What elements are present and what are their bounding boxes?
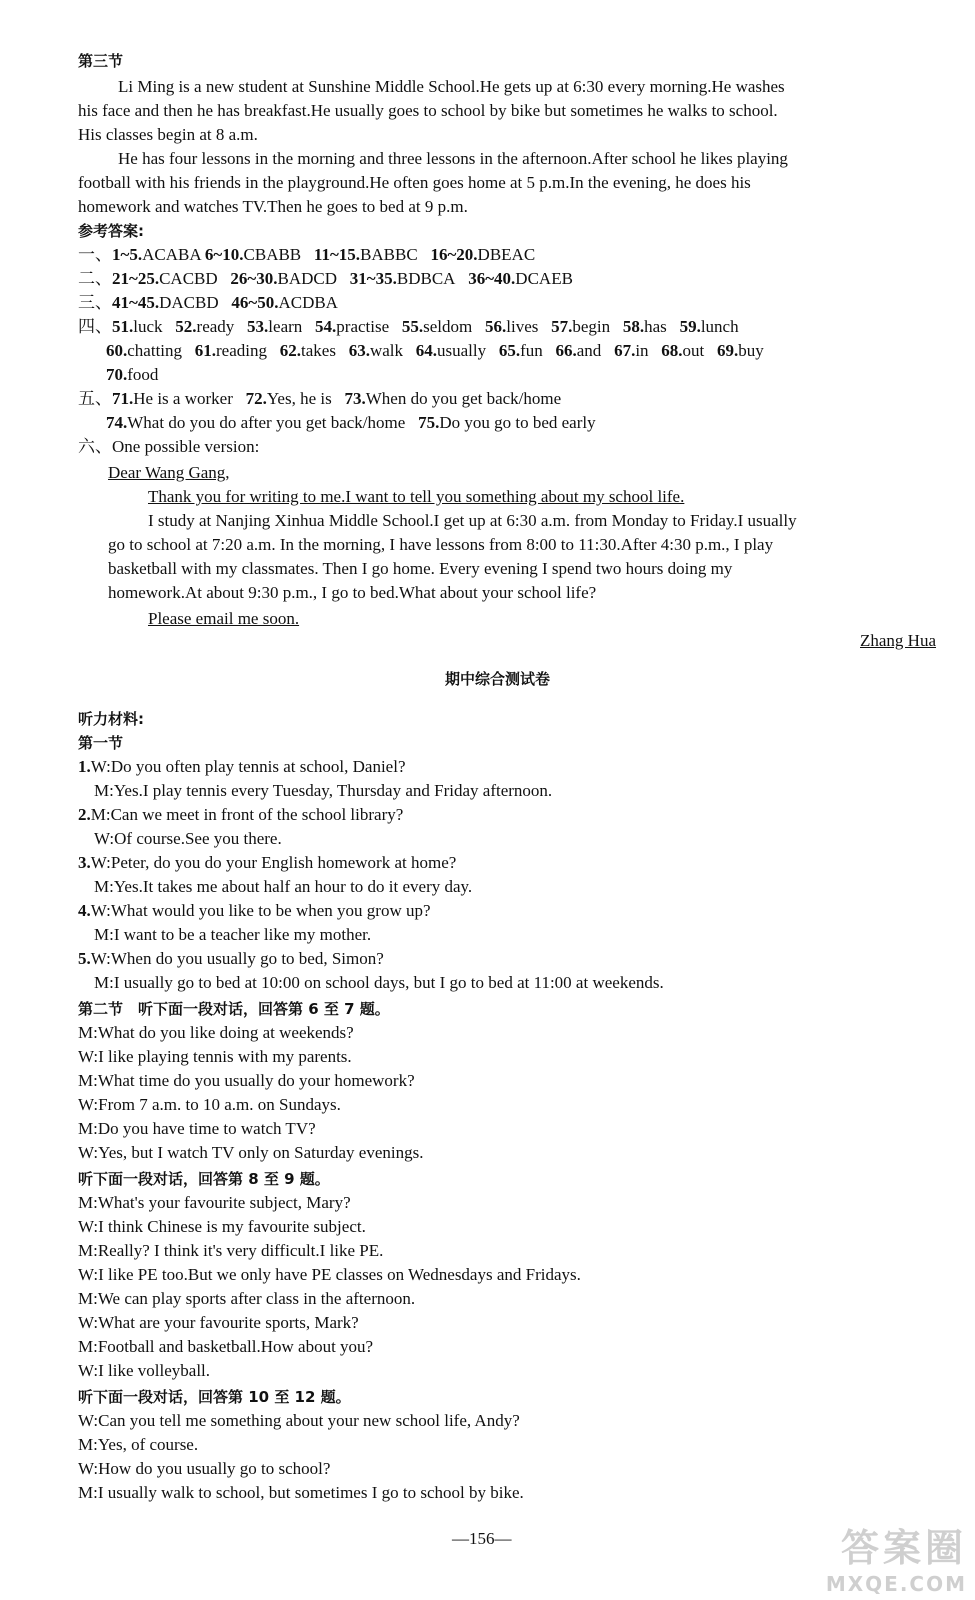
answer: BADCD: [277, 269, 338, 288]
item-number: 73.: [344, 389, 366, 408]
range: 10.: [222, 245, 244, 264]
answer: CBABB: [243, 245, 302, 264]
answer-row-3: [78, 292, 338, 314]
dialogue-line: [94, 972, 664, 994]
item-number: 63.: [348, 341, 370, 360]
dialogue-line: [94, 924, 371, 946]
letter-line: homework.At about 9:30 p.m., I go to bed.What about your school life?: [108, 583, 597, 602]
item-text: What do you do after you get back/home: [127, 413, 406, 432]
speaker: W:: [90, 757, 111, 776]
watermark-text: 答案圈: [840, 1526, 967, 1570]
dialogue-line: M:Do you have time to watch TV?: [78, 1119, 316, 1138]
speaker: M:: [90, 805, 111, 824]
row-prefix: 一、: [78, 245, 112, 264]
item-word: takes: [301, 341, 336, 360]
range: 36~40.: [468, 269, 516, 288]
dialogue-line: M:I usually walk to school, but sometimes I go to school by bike.: [78, 1483, 524, 1502]
item-word: usually: [436, 341, 487, 360]
speaker: W:: [90, 901, 111, 920]
dialogue-line: [78, 756, 406, 778]
dialogue-line: M:What time do you usually do your homework?: [78, 1071, 415, 1090]
dialogue-line: [78, 804, 403, 826]
answer-row-2: [78, 268, 573, 290]
item-number: 75.: [418, 413, 440, 432]
item-word: lives: [506, 317, 539, 336]
answer-row-5a: [78, 388, 561, 410]
answer: CACBD: [159, 269, 218, 288]
item-number: 64.: [415, 341, 437, 360]
line-text: Do you often play tennis at school, Daniel?: [110, 757, 406, 776]
item-number: 69.: [717, 341, 739, 360]
paragraph-line: Li Ming is a new student at Sunshine Middle School.He gets up at 6:30 every morning.He washes: [118, 77, 785, 96]
item-number: 5.: [78, 949, 91, 968]
item-number: 54.: [315, 317, 337, 336]
line-text: Peter, do you do your English homework at home?: [110, 853, 457, 872]
item-number: 61.: [194, 341, 217, 360]
paragraph-line: He has four lessons in the morning and three lessons in the afternoon.After school he likes playing: [118, 149, 788, 168]
speaker: M:: [94, 973, 114, 992]
row-prefix: 三、: [78, 293, 112, 312]
letter-line: I study at Nanjing Xinhua Middle School.I get up at 6:30 a.m. from Monday to Friday.I usually: [148, 511, 797, 530]
dialogue-line: [94, 780, 552, 802]
item-word: luck: [133, 317, 163, 336]
range: 31~35.: [349, 269, 397, 288]
answer: DCAEB: [515, 269, 573, 288]
section-heading: 听下面一段对话，回答第 10 至 12 题。: [78, 1388, 351, 1406]
item-number: 68.: [661, 341, 683, 360]
speaker: W:: [94, 829, 115, 848]
speaker: W:: [90, 853, 111, 872]
dialogue-line: W:Can you tell me something about your new school life, Andy?: [78, 1411, 520, 1430]
item-text: Do you go to bed early: [439, 413, 596, 432]
dialogue-line: W:Yes, but I watch TV only on Saturday evenings.: [78, 1143, 424, 1162]
dialogue-line: M:What do you like doing at weekends?: [78, 1023, 354, 1042]
item-number: 70.: [106, 365, 128, 384]
letter-greeting: Dear Wang Gang,: [108, 463, 230, 482]
item-number: 53.: [247, 317, 269, 336]
letter-line: Thank you for writing to me.I want to tell you something about my school life.: [148, 487, 685, 506]
paragraph-line: His classes begin at 8 a.m.: [78, 125, 258, 144]
item-number: 52.: [175, 317, 197, 336]
item-number: 57.: [551, 317, 573, 336]
range: 1~5.: [112, 245, 143, 264]
item-number: 4.: [78, 901, 91, 920]
item-number: 67.: [614, 341, 636, 360]
item-word: fun: [520, 341, 543, 360]
answers-heading: 参考答案:: [78, 222, 144, 240]
item-word: chatting: [127, 341, 183, 360]
item-word: begin: [572, 317, 611, 336]
dialogue-line: [78, 900, 431, 922]
dialogue-line: W:I think Chinese is my favourite subject.: [78, 1217, 366, 1236]
range: 16~20.: [430, 245, 478, 264]
item-word: learn: [268, 317, 303, 336]
item-word: practise: [336, 317, 390, 336]
item-word: buy: [738, 341, 764, 360]
section-heading: 第二节 听下面一段对话，回答第 6 至 7 题。: [78, 1000, 390, 1018]
letter-line: basketball with my classmates. Then I go home. Every evening I spend two hours doing my: [108, 559, 733, 578]
dialogue-line: [78, 948, 384, 970]
letter-signature: Zhang Hua: [860, 631, 937, 650]
letter-closing: Please email me soon.: [148, 609, 300, 628]
item-number: 66.: [555, 341, 577, 360]
paragraph-line: football with his friends in the playground.He often goes home at 5 p.m.In the evening, he does his: [78, 173, 751, 192]
dialogue-line: W:What are your favourite sports, Mark?: [78, 1313, 359, 1332]
item-text: He is a worker: [133, 389, 233, 408]
letter-line: go to school at 7:20 a.m. In the morning, I have lessons from 8:00 to 11:30.After 4:30 p.m., I play: [108, 535, 774, 554]
section-heading: 听下面一段对话，回答第 8 至 9 题。: [78, 1170, 330, 1188]
item-word: walk: [369, 341, 403, 360]
speaker: M:: [94, 877, 114, 896]
item-word: ready: [196, 317, 235, 336]
range: 46~50.: [231, 293, 279, 312]
line-text: Of course.See you there.: [114, 829, 282, 848]
dialogue-line: M:We can play sports after class in the afternoon.: [78, 1289, 416, 1308]
item-word: and: [576, 341, 602, 360]
dialogue-line: [94, 876, 472, 898]
speaker: W:: [90, 949, 111, 968]
item-number: 56.: [485, 317, 507, 336]
answer: DACBD: [159, 293, 219, 312]
dialogue-line: M:Really? I think it's very difficult.I like PE.: [78, 1241, 384, 1260]
paragraph-line: homework and watches TV.Then he goes to bed at 9 p.m.: [78, 197, 468, 216]
dialogue-line: W:I like playing tennis with my parents.: [78, 1047, 352, 1066]
item-word: out: [682, 341, 705, 360]
line-text: Yes.I play tennis every Tuesday, Thursday and Friday afternoon.: [113, 781, 553, 800]
item-number: 2.: [78, 805, 91, 824]
line-text: Yes.It takes me about half an hour to do it every day.: [113, 877, 473, 896]
item-number: 71.: [112, 389, 134, 408]
answer: BDBCA: [396, 269, 456, 288]
item-word: has: [644, 317, 667, 336]
item-number: 55.: [401, 317, 424, 336]
materials-heading: 听力材料:: [78, 710, 144, 728]
watermark-url: MXQE.COM: [825, 1572, 967, 1596]
answer-row-4c: [106, 364, 158, 386]
speaker: M:: [94, 925, 114, 944]
item-word: lunch: [700, 317, 739, 336]
dialogue-line: [94, 828, 282, 850]
speaker: M:: [94, 781, 114, 800]
answer-row-5b: [106, 412, 596, 434]
item-number: 60.: [106, 341, 128, 360]
answer-row-1: [78, 244, 535, 266]
item-text: When do you get back/home: [365, 389, 562, 408]
item-number: 65.: [498, 341, 521, 360]
item-number: 74.: [106, 413, 128, 432]
row-prefix: 二、: [78, 269, 112, 288]
answer: BABBC: [360, 245, 418, 264]
answer: DBEAC: [477, 245, 536, 264]
answer-row-6: 六、One possible version:: [78, 437, 260, 456]
range: 11~15.: [313, 245, 361, 264]
line-text: I usually go to bed at 10:00 on school days, but I go to bed at 11:00 at weekends.: [113, 973, 664, 992]
row-prefix: 四、: [78, 317, 112, 336]
range: 26~30.: [230, 269, 278, 288]
item-number: 62.: [279, 341, 301, 360]
section-heading: 第一节: [78, 734, 124, 752]
page-number: —156—: [452, 1529, 512, 1548]
item-word: food: [127, 365, 159, 384]
row-prefix: 五、: [78, 389, 112, 408]
section-heading: 第三节: [78, 52, 124, 70]
item-number: 58.: [622, 317, 645, 336]
item-number: 72.: [245, 389, 267, 408]
item-word: reading: [216, 341, 267, 360]
range: 21~25.: [112, 269, 160, 288]
answer: ACDBA: [278, 293, 338, 312]
paragraph-line: his face and then he has breakfast.He usually goes to school by bike but sometimes he walks to school.: [78, 101, 778, 120]
item-number: 3.: [78, 853, 91, 872]
dialogue-line: M:What's your favourite subject, Mary?: [78, 1193, 351, 1212]
item-word: in: [635, 341, 649, 360]
item-number: 51.: [112, 317, 134, 336]
line-text: What would you like to be when you grow up?: [110, 901, 431, 920]
dialogue-line: W:How do you usually go to school?: [78, 1459, 331, 1478]
line-text: When do you usually go to bed, Simon?: [110, 949, 384, 968]
answer: ACABA: [142, 245, 201, 264]
dialogue-line: M:Football and basketball.How about you?: [78, 1337, 374, 1356]
range: 41~45.: [112, 293, 160, 312]
line-text: Can we meet in front of the school library?: [110, 805, 404, 824]
answer-row-4b: [106, 340, 764, 362]
dialogue-line: W:I like volleyball.: [78, 1361, 211, 1380]
dialogue-line: W:I like PE too.But we only have PE classes on Wednesdays and Fridays.: [78, 1265, 581, 1284]
dialogue-line: W:From 7 a.m. to 10 a.m. on Sundays.: [78, 1095, 341, 1114]
item-word: seldom: [423, 317, 473, 336]
answer-row-4a: [78, 316, 739, 338]
page-title: 期中综合测试卷: [445, 670, 551, 688]
line-text: I want to be a teacher like my mother.: [113, 925, 372, 944]
dialogue-line: M:Yes, of course.: [78, 1435, 199, 1454]
item-number: 1.: [78, 757, 91, 776]
dialogue-line: [78, 852, 456, 874]
item-number: 59.: [679, 317, 701, 336]
range: 6~: [204, 245, 223, 264]
watermark-logo: [826, 1517, 967, 1596]
item-text: Yes, he is: [266, 389, 332, 408]
